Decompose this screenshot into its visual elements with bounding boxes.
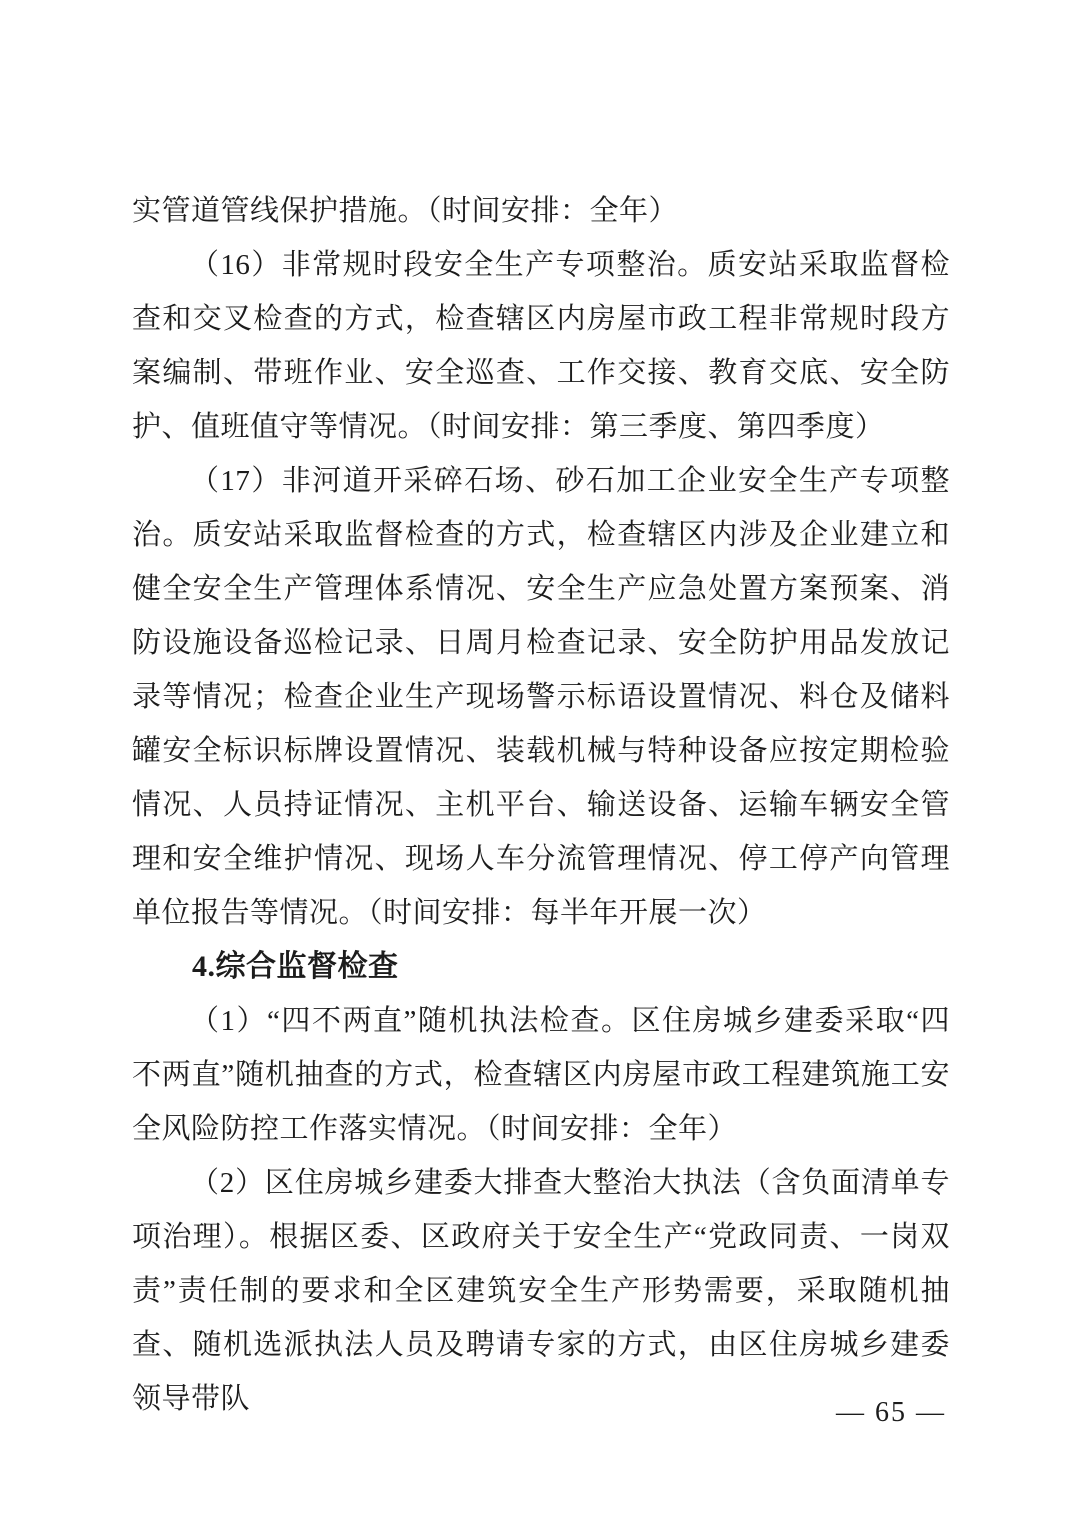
document-body [132,184,950,1426]
paragraph-continuation: 实管道管线保护措施。（时间安排：全年） [132,195,679,227]
section-heading-comprehensive-supervision: 4.综合监督检查 [192,950,399,983]
page-footer [836,1396,946,1430]
paragraph-item-1: （1）“四不两直”随机执法检查。区住房城乡建委采取“四不两直”随机抽查的方式，检查辖区内房屋市政工程建筑施工安全风险防控工作落实情况。（时间安排：全年） [132,1005,950,1145]
paragraph-item-2: （2）区住房城乡建委大排查大整治大执法（含负面清单专项治理）。根据区委、区政府关于安全生产“党政同责、一岗双责”责任制的要求和全区建筑安全生产形势需要，采取随机抽查、随机选派执法人员及聘请专家的方式，由区住房城乡建委领导带队 [132,1167,950,1415]
paragraph-item-17: （17）非河道开采碎石场、砂石加工企业安全生产专项整治。质安站采取监督检查的方式，检查辖区内涉及企业建立和健全安全生产管理体系情况、安全生产应急处置方案预案、消防设施设备巡检记录、日周月检查记录、安全防护用品发放记录等情况；检查企业生产现场警示标语设置情况、料仓及储料罐安全标识标牌设置情况、装载机械与特种设备应按定期检验情况、人员持证情况、主机平台、输送设备、运输车辆安全管理和安全维护情况、现场人车分流管理情况、停工停产向管理单位报告等情况。（时间安排：每半年开展一次） [132,465,950,929]
page-number: — 65 — [836,1397,946,1428]
paragraph-item-16: （16）非常规时段安全生产专项整治。质安站采取监督检查和交叉检查的方式，检查辖区内房屋市政工程非常规时段方案编制、带班作业、安全巡查、工作交接、教育交底、安全防护、值班值守等情况。（时间安排：第三季度、第四季度） [132,249,950,443]
